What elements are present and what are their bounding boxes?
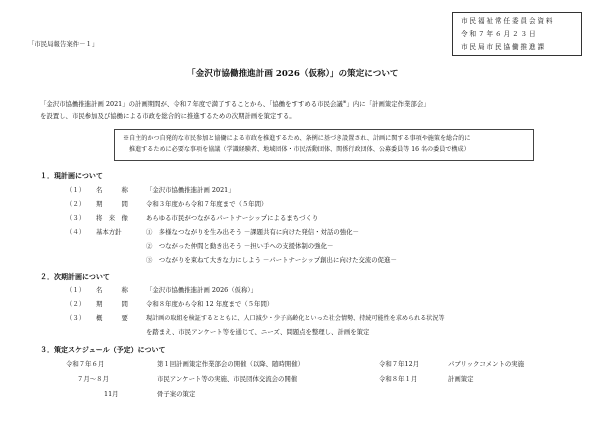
section1-row-num: （２） [66,200,86,208]
schedule-date: 令和７年６月 [66,360,105,368]
intro-superscript: ※ [342,100,347,105]
section1-row-num: （４） [66,228,86,236]
intro-line-1b: 」内に「計画策定作業部会」 [346,100,430,109]
schedule-date: 令和８年１月 [379,375,418,383]
page-title: 「金沢市協働推進計画 2026（仮称）」の策定について [187,69,399,79]
section2-row-value: 令和８年度から令和 12 年度まで（５年間） [146,300,274,308]
schedule-date: 令和７年12月 [379,360,420,368]
section2-row-num: （３） [66,314,86,322]
report-label: 「市民局報告案件－１」 [28,40,99,48]
schedule-event: パブリックコメントの実施 [448,360,525,368]
section1-row-value: 令和３年度から令和７年度まで（５年間） [146,200,268,208]
basic-policy-1: ① 多様なつながりを生み出そう －課題共有に向けた発信・対話の強化－ [146,228,359,236]
section2-row-label: 名 称 [96,286,128,294]
intro-paragraph [40,98,430,109]
section1-row-value: あらゆる市民がつながるパートナーシップによるまちづくり [146,214,319,222]
section1-row-label: 将 来 像 [96,214,128,222]
section3-heading: ３．策定スケジュール（予定）について [40,345,166,354]
schedule-event: 計画策定 [448,375,474,383]
schedule-date: ７月～８月 [77,375,109,383]
section2-row-label: 期 間 [96,300,128,308]
section2-row-label: 概 要 [96,314,128,322]
section1-row-num: （３） [66,214,86,222]
schedule-event: 市民アンケート等の実施、市民団体交流会の開催 [157,375,298,383]
schedule-event: 第１回計画策定作業部会の開催（以降、随時開催） [157,360,304,368]
section2-summary: 現計画の取組を検証するとともに、人口減少・少子高齢化といった社会情勢、持続可能性を求められる状況等 [146,315,445,322]
basic-policy-3: ③ つながりを束ねて大きな力にしよう －パートナーシップ創出に向けた交流の促進－ [146,256,397,264]
section2-heading: ２．次期計画について [40,272,110,281]
section2-row-num: （１） [66,286,86,294]
section2-row-num: （２） [66,300,86,308]
committee-department: 市民局市民協働推進課 [461,43,546,51]
council-note-box [114,129,534,161]
section1-row-label: 期 間 [96,200,128,208]
schedule-event: 骨子案の策定 [157,390,196,398]
section2-row-value: 「金沢市協働推進計画 2026（仮称）」 [146,286,257,294]
intro-line-2: を設置し、市民参加及び協働による市政を総合的に推進するための次期計画を策定する。 [40,112,296,120]
schedule-date: 11月 [104,390,119,398]
section2-summary-cont: を踏まえ、市民アンケート等を通じて、ニーズ、問題点を整理し、計画を策定 [146,328,370,336]
section1-row-num: （１） [66,186,86,194]
note-line-1: ※自主的かつ自発的な市民参加と協働による市政を推進するため、条例に基づき設置され、計画に関する事項や施策を総合的に [123,135,471,142]
section1-row-label: 名 称 [96,186,128,194]
section1-row-label: 基本方針 [96,228,122,236]
note-line-2: 推進するために必要な事項を協議（学識経験者、地域団体・市民活動団体、関係行政団体、公募委員等 16 名の委員で構成） [129,146,470,153]
section1-row-value: 「金沢市協働推進計画 2021」 [146,186,235,194]
committee-line: 市民福祉常任委員会資料 [461,17,555,25]
intro-line-1a: 「金沢市協働推進計画 2021」の計画期間が、令和７年度で満了することから、「協働をすすめる市民会議 [40,100,343,109]
committee-date: 令和７年６月２３日 [461,30,538,38]
section1-heading: １．現計画について [40,171,103,180]
committee-info-box [452,12,582,56]
basic-policy-2: ② つながった仲間と動き出そう －担い手への支援体制の強化－ [146,242,334,250]
